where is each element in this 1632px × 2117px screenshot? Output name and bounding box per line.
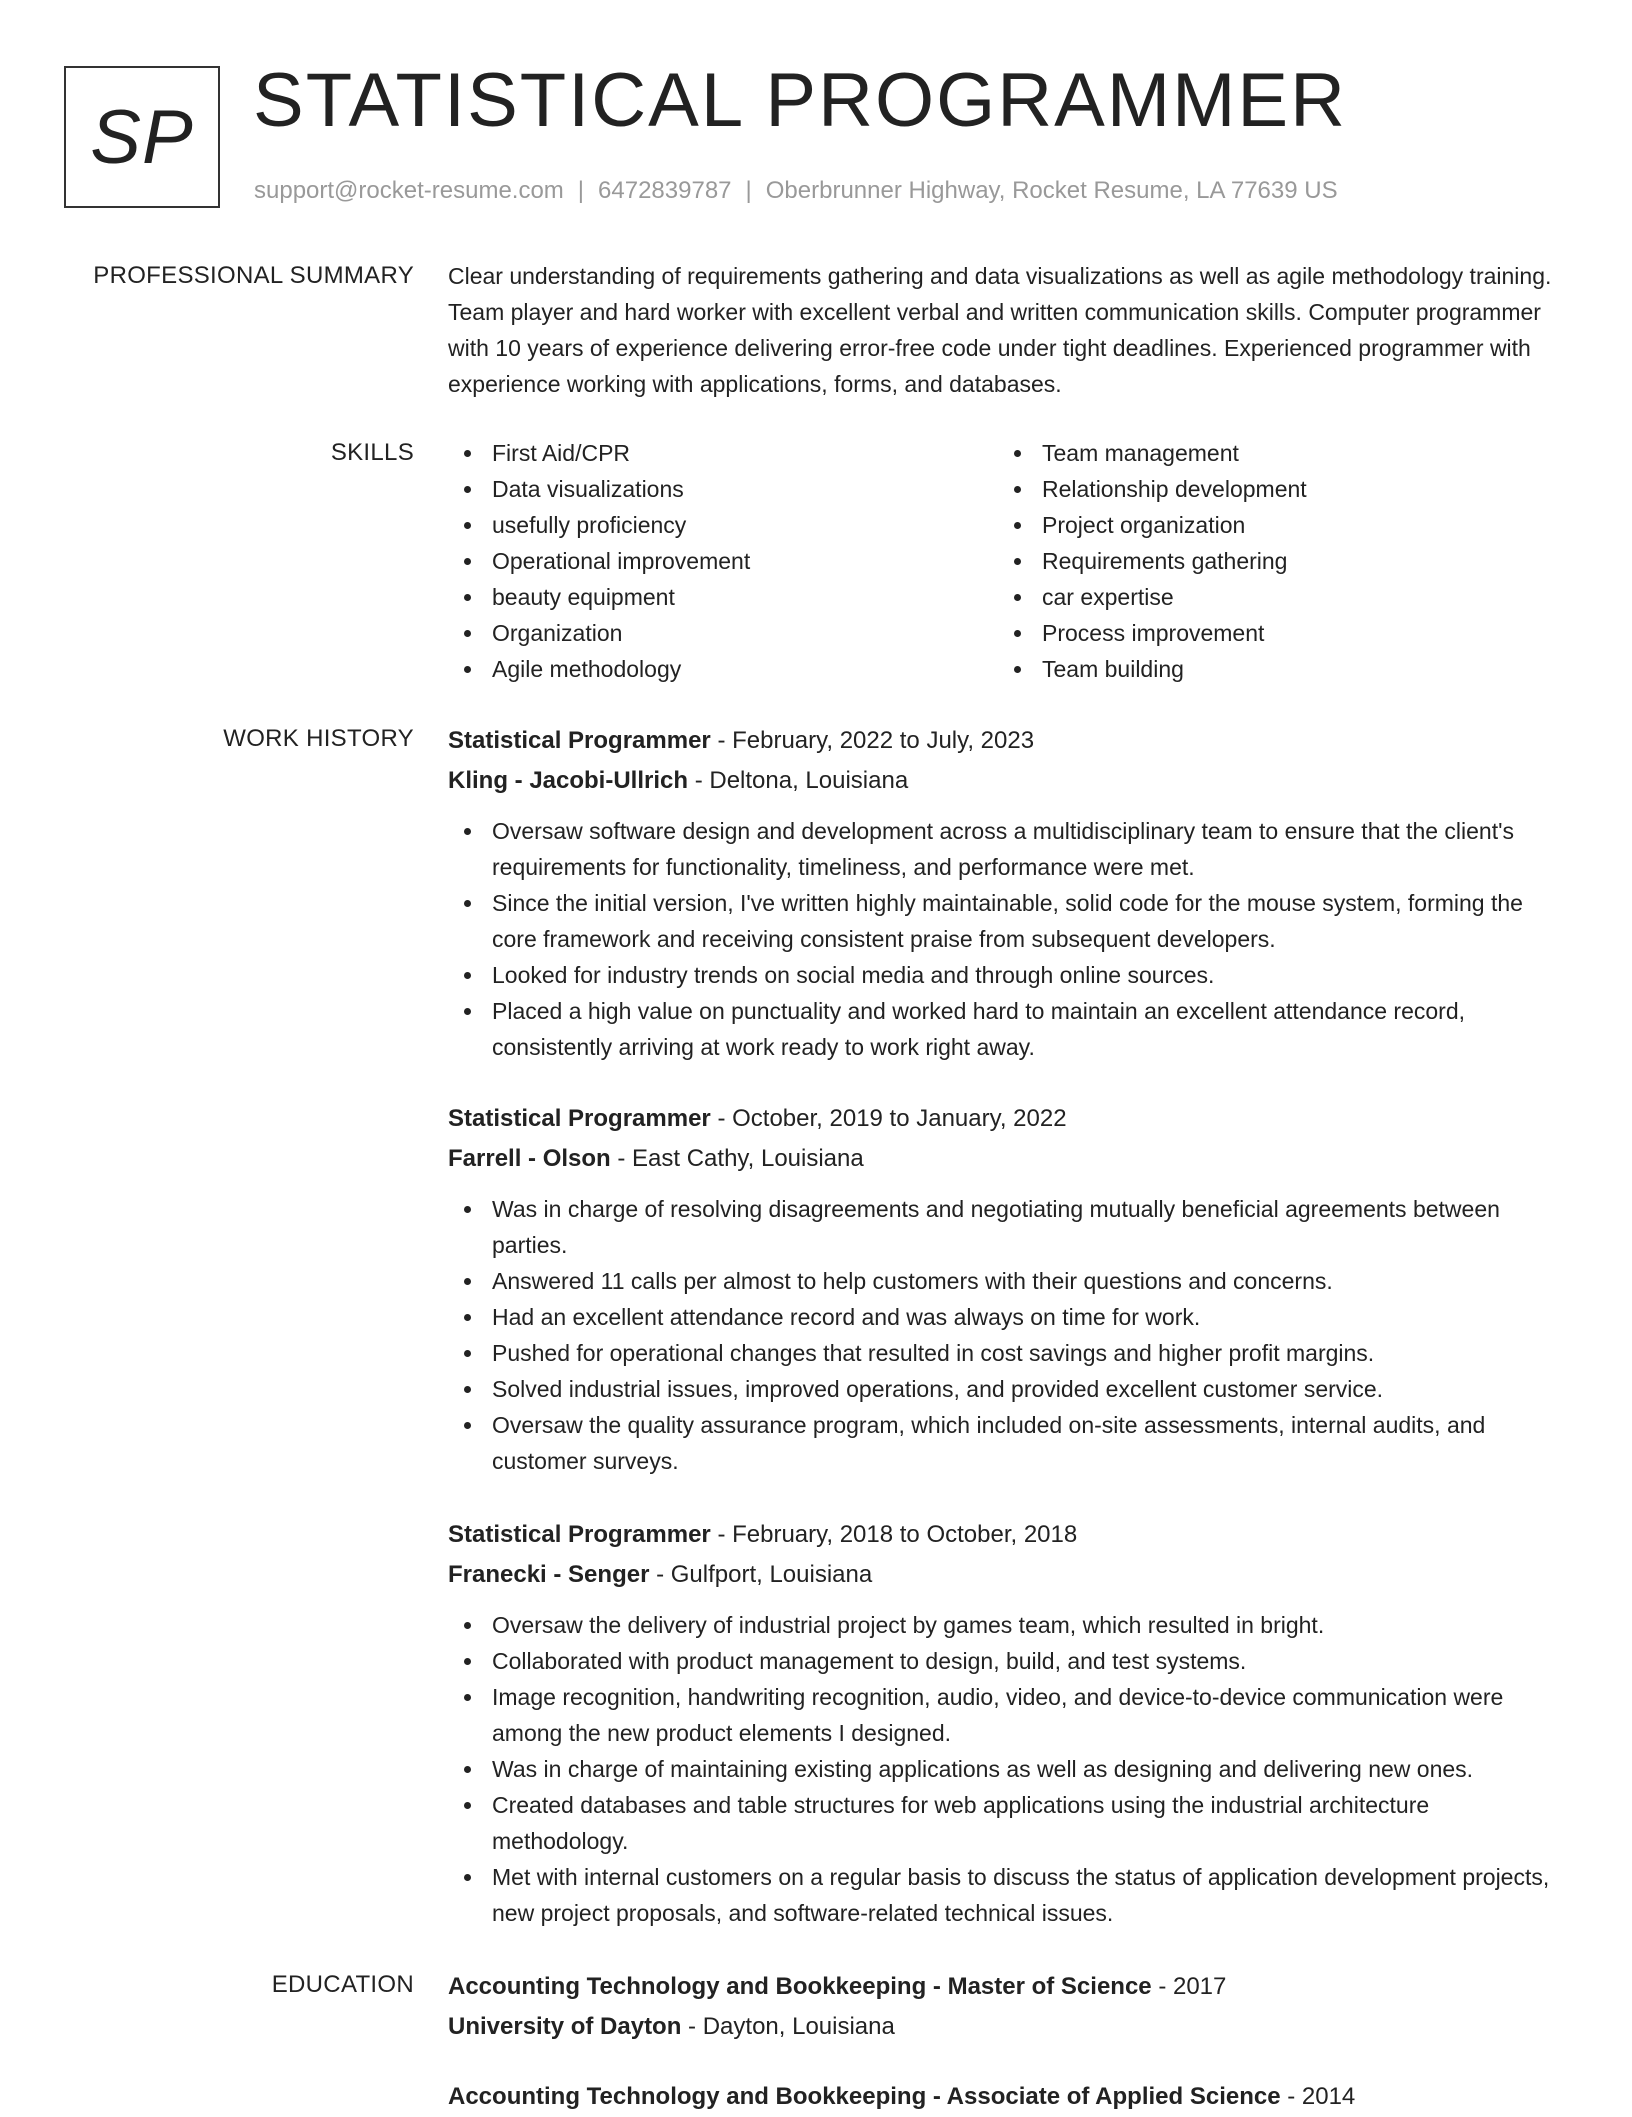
skill-item: Relationship development bbox=[998, 471, 1548, 507]
education-year: - 2017 bbox=[1151, 1973, 1227, 2000]
skill-item: beauty equipment bbox=[448, 579, 998, 615]
education-degree: Accounting Technology and Bookkeeping - Master of Science bbox=[448, 1973, 1152, 2000]
skills-body bbox=[448, 435, 1568, 687]
job-bullet: Solved industrial issues, improved operations, and provided excellent customer service. bbox=[448, 1371, 1568, 1407]
job-company-line bbox=[448, 1555, 1568, 1595]
education-degree: Accounting Technology and Bookkeeping - Associate of Applied Science bbox=[448, 2083, 1281, 2110]
job-bullets bbox=[448, 1191, 1568, 1479]
job-company-line bbox=[448, 761, 1568, 801]
skill-item: Data visualizations bbox=[448, 471, 998, 507]
job-bullet: Pushed for operational changes that resulted in cost savings and higher profit margins. bbox=[448, 1335, 1568, 1371]
job-bullet: Image recognition, handwriting recognition, audio, video, and device-to-device communication were among the new product elements I designed. bbox=[448, 1679, 1568, 1751]
education-degree-line bbox=[448, 1967, 1568, 2007]
job-bullet: Was in charge of maintaining existing applications as well as designing and delivering new ones. bbox=[448, 1751, 1568, 1787]
contact-address: Oberbrunner Highway, Rocket Resume, LA 77639 US bbox=[765, 177, 1338, 204]
job-dates: - February, 2018 to October, 2018 bbox=[710, 1521, 1078, 1548]
education-entry bbox=[448, 1967, 1568, 2059]
skill-item: Organization bbox=[448, 615, 998, 651]
section-label: SKILLS bbox=[330, 439, 414, 466]
contact-separator: | bbox=[577, 177, 585, 204]
job-bullet: Oversaw the delivery of industrial project by games team, which resulted in bright. bbox=[448, 1607, 1568, 1643]
job-entry bbox=[448, 1515, 1568, 1931]
skill-item: Project organization bbox=[998, 507, 1548, 543]
job-company: Farrell - Olson bbox=[448, 1145, 611, 1172]
page-title: STATISTICAL PROGRAMMER bbox=[253, 58, 1348, 143]
skill-item: Agile methodology bbox=[448, 651, 998, 687]
job-bullet: Looked for industry trends on social media and through online sources. bbox=[448, 957, 1568, 993]
skill-item: Process improvement bbox=[998, 615, 1548, 651]
skill-item: First Aid/CPR bbox=[448, 435, 998, 471]
contact-phone: 6472839787 bbox=[598, 177, 732, 204]
job-bullet: Met with internal customers on a regular basis to discuss the status of application development projects, new project proposals, and software-related technical issues. bbox=[448, 1859, 1568, 1931]
job-title-line bbox=[448, 721, 1568, 761]
contact-line bbox=[254, 174, 1338, 208]
contact-email: support@rocket-resume.com bbox=[254, 177, 564, 204]
skills-list-left bbox=[448, 435, 998, 687]
job-entry bbox=[448, 721, 1568, 1065]
job-bullet: Answered 11 calls per almost to help customers with their questions and concerns. bbox=[448, 1263, 1568, 1299]
job-dates: - February, 2022 to July, 2023 bbox=[710, 727, 1035, 754]
education-school: University of Dayton bbox=[448, 2013, 682, 2040]
skill-item: Team management bbox=[998, 435, 1548, 471]
job-title: Statistical Programmer bbox=[448, 727, 711, 754]
job-title-line bbox=[448, 1515, 1568, 1555]
job-company: Franecki - Senger bbox=[448, 1561, 650, 1588]
summary-text: Clear understanding of requirements gathering and data visualizations as well as agile methodology training. Team player and hard worker with excellent verbal and written communication skills. Computer programmer with 10 years of experience delivering error-free code under tight deadlines. Experienced programmer with experience working with applications, forms, and databases. bbox=[448, 263, 1552, 397]
education-entry bbox=[448, 2077, 1568, 2117]
job-location: - Deltona, Louisiana bbox=[688, 767, 909, 794]
job-entry bbox=[448, 1099, 1568, 1479]
education-location: - Dayton, Louisiana bbox=[681, 2013, 895, 2040]
skill-item: usefully proficiency bbox=[448, 507, 998, 543]
section-label: WORK HISTORY bbox=[223, 725, 414, 752]
job-bullet: Had an excellent attendance record and was always on time for work. bbox=[448, 1299, 1568, 1335]
job-bullet: Placed a high value on punctuality and worked hard to maintain an excellent attendance record, consistently arriving at work ready to work right away. bbox=[448, 993, 1568, 1065]
job-location: - Gulfport, Louisiana bbox=[649, 1561, 873, 1588]
summary-body bbox=[448, 258, 1568, 402]
section-label: EDUCATION bbox=[271, 1971, 414, 1998]
job-bullets bbox=[448, 813, 1568, 1065]
job-title-line bbox=[448, 1099, 1568, 1139]
education-school-line bbox=[448, 2007, 1568, 2047]
job-bullet: Since the initial version, I've written highly maintainable, solid code for the mouse system, forming the core framework and receiving consistent praise from subsequent developers. bbox=[448, 885, 1568, 957]
skill-item: car expertise bbox=[998, 579, 1548, 615]
job-title: Statistical Programmer bbox=[448, 1105, 711, 1132]
job-bullet: Created databases and table structures for web applications using the industrial architecture methodology. bbox=[448, 1787, 1568, 1859]
education-degree-line bbox=[448, 2077, 1568, 2117]
education-year: - 2014 bbox=[1280, 2083, 1356, 2110]
job-bullets bbox=[448, 1607, 1568, 1931]
job-dates: - October, 2019 to January, 2022 bbox=[710, 1105, 1067, 1132]
job-bullet: Oversaw software design and development across a multidisciplinary team to ensure that the client's requirements for functionality, timeliness, and performance were met. bbox=[448, 813, 1568, 885]
job-location: - East Cathy, Louisiana bbox=[610, 1145, 864, 1172]
job-bullet: Collaborated with product management to design, build, and test systems. bbox=[448, 1643, 1568, 1679]
job-company: Kling - Jacobi-Ullrich bbox=[448, 767, 689, 794]
skill-item: Operational improvement bbox=[448, 543, 998, 579]
skill-item: Requirements gathering bbox=[998, 543, 1548, 579]
section-label: PROFESSIONAL SUMMARY bbox=[93, 262, 414, 289]
monogram-logo: SP bbox=[64, 66, 220, 208]
skills-list-right bbox=[998, 435, 1548, 687]
contact-separator: | bbox=[745, 177, 752, 204]
job-bullet: Oversaw the quality assurance program, which included on-site assessments, internal audits, and customer surveys. bbox=[448, 1407, 1568, 1479]
job-title: Statistical Programmer bbox=[448, 1521, 711, 1548]
job-bullet: Was in charge of resolving disagreements and negotiating mutually beneficial agreements between parties. bbox=[448, 1191, 1568, 1263]
skill-item: Team building bbox=[998, 651, 1548, 687]
job-company-line bbox=[448, 1139, 1568, 1179]
